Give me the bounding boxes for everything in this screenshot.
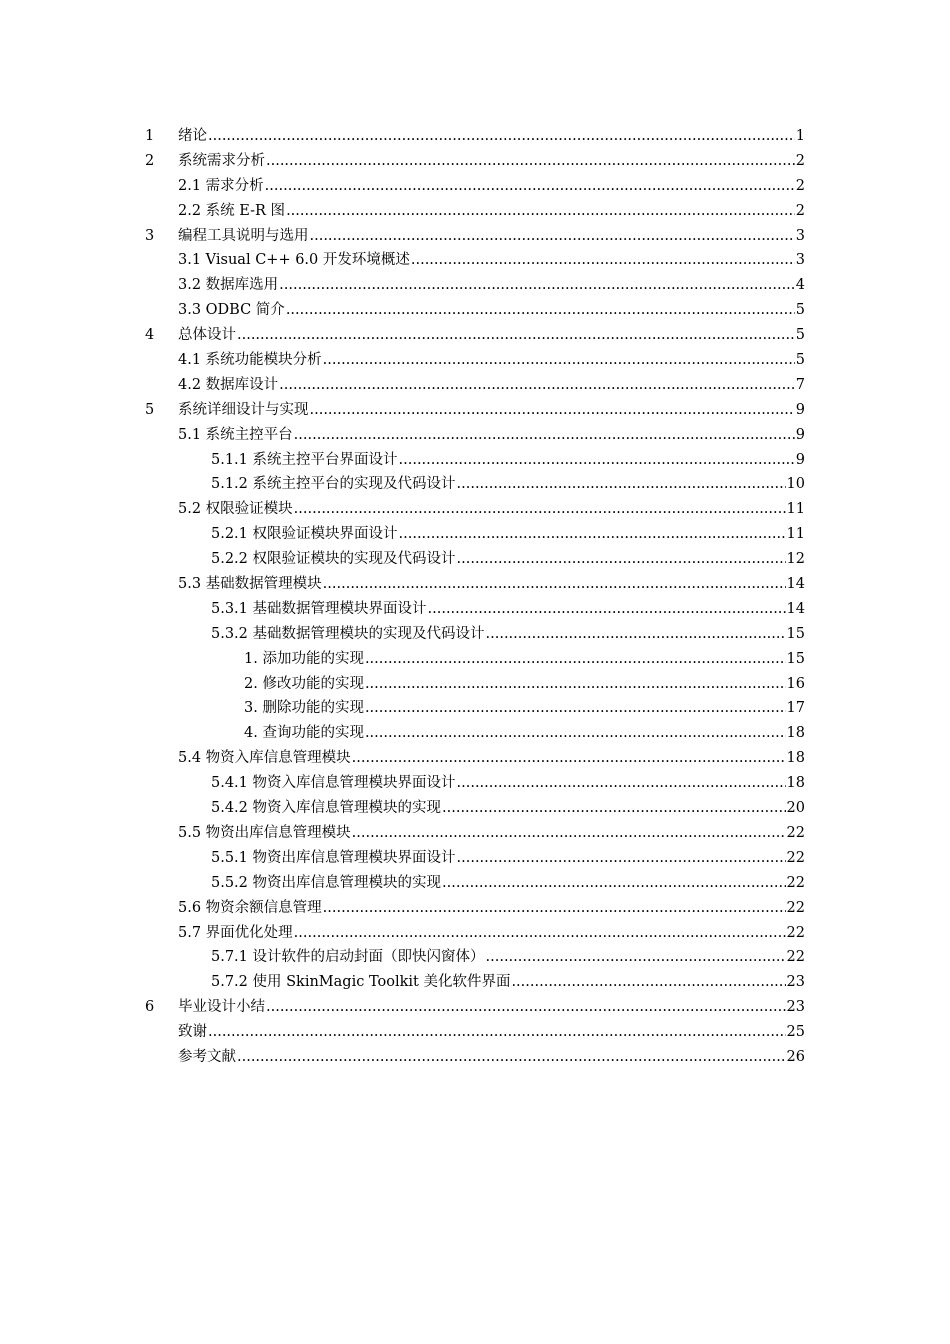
toc-entry[interactable] <box>0 771 950 796</box>
toc-entry-title: 5.3.2 基础数据管理模块的实现及代码设计 <box>211 625 485 642</box>
toc-entry-line <box>178 224 805 249</box>
toc-page-number: 22 <box>786 924 805 941</box>
toc-entry-line <box>178 572 805 597</box>
toc-page-number: 11 <box>786 501 805 518</box>
toc-entry-title: 毕业设计小结 <box>178 999 265 1016</box>
toc-entry[interactable] <box>0 921 950 946</box>
toc-dot-leader <box>365 721 786 746</box>
toc-dot-leader <box>442 796 786 821</box>
toc-dot-leader <box>266 995 786 1020</box>
toc-entry[interactable] <box>0 248 950 273</box>
toc-entry-title: 5.3.1 基础数据管理模块界面设计 <box>211 600 427 617</box>
toc-entry[interactable] <box>0 448 950 473</box>
toc-entry-title: 5.7.1 设计软件的启动封面（即快闪窗体） <box>211 949 485 966</box>
toc-entry[interactable] <box>0 273 950 298</box>
toc-chapter-number: 5 <box>145 401 155 418</box>
toc-entry[interactable] <box>0 647 950 672</box>
toc-page-number: 23 <box>786 974 805 991</box>
toc-entry-title: 5.2.1 权限验证模块界面设计 <box>211 526 398 543</box>
toc-entry-line <box>211 472 805 497</box>
toc-page-number: 14 <box>786 600 805 617</box>
toc-page-number: 9 <box>795 426 805 443</box>
toc-entry[interactable] <box>0 871 950 896</box>
toc-page-number: 22 <box>786 874 805 891</box>
toc-entry[interactable] <box>0 1020 950 1045</box>
toc-entry-line <box>178 921 805 946</box>
toc-page-number: 3 <box>795 227 805 244</box>
toc-entry-line <box>178 1045 805 1070</box>
toc-entry-line <box>178 995 805 1020</box>
toc-entry-line <box>211 622 805 647</box>
toc-page-number: 15 <box>786 650 805 667</box>
toc-entry[interactable] <box>0 672 950 697</box>
toc-entry[interactable] <box>0 746 950 771</box>
toc-entry-title: 5.1 系统主控平台 <box>178 426 293 443</box>
toc-chapter-number: 4 <box>145 327 155 344</box>
toc-entry-title: 5.5.1 物资出库信息管理模块界面设计 <box>211 849 456 866</box>
toc-entry-title: 5.1.2 系统主控平台的实现及代码设计 <box>211 476 456 493</box>
toc-dot-leader <box>457 472 786 497</box>
toc-entry-line <box>178 746 805 771</box>
toc-entry-line <box>178 323 805 348</box>
toc-entry-line <box>178 1020 805 1045</box>
toc-dot-leader <box>365 647 786 672</box>
toc-dot-leader <box>323 572 786 597</box>
toc-entry-title: 5.6 物资余额信息管理 <box>178 899 322 916</box>
toc-entry-title: 绪论 <box>178 128 207 144</box>
toc-entry-title: 系统详细设计与实现 <box>178 401 309 418</box>
toc-entry[interactable] <box>0 224 950 249</box>
toc-dot-leader <box>511 970 785 995</box>
toc-dot-leader <box>237 1045 786 1070</box>
toc-page-number: 22 <box>786 824 805 841</box>
toc-dot-leader <box>399 448 795 473</box>
toc-entry[interactable] <box>0 846 950 871</box>
toc-entry-title: 1. 添加功能的实现 <box>244 650 364 667</box>
toc-entry-line <box>211 771 805 796</box>
toc-page-number: 18 <box>786 725 805 742</box>
toc-dot-leader <box>457 547 786 572</box>
toc-entry[interactable] <box>0 1045 950 1070</box>
toc-page-number: 5 <box>795 302 805 319</box>
toc-entry-title: 总体设计 <box>178 327 236 344</box>
toc-entry-line <box>211 448 805 473</box>
toc-entry-line <box>178 373 805 398</box>
toc-entry[interactable] <box>0 149 950 174</box>
toc-page-number: 18 <box>786 750 805 767</box>
toc-dot-leader <box>310 398 795 423</box>
toc-entry-line <box>211 846 805 871</box>
toc-entry-line <box>178 298 805 323</box>
toc-entry-line <box>244 696 805 721</box>
toc-dot-leader <box>365 696 786 721</box>
toc-page-number: 18 <box>786 775 805 792</box>
toc-page-number: 25 <box>786 1024 805 1041</box>
toc-chapter-number: 1 <box>145 128 155 144</box>
toc-dot-leader <box>279 373 795 398</box>
toc-entry-line <box>211 796 805 821</box>
toc-entry[interactable] <box>0 796 950 821</box>
toc-entry-title: 系统需求分析 <box>178 152 265 169</box>
toc-page-number: 9 <box>795 401 805 418</box>
toc-entry-title: 4. 查询功能的实现 <box>244 725 364 742</box>
toc-page-number: 22 <box>786 849 805 866</box>
toc-entry[interactable] <box>0 199 950 224</box>
toc-entry-line <box>178 199 805 224</box>
toc-dot-leader <box>457 846 786 871</box>
toc-entry[interactable] <box>0 398 950 423</box>
toc-entry-line <box>178 398 805 423</box>
toc-chapter-number: 6 <box>145 999 155 1016</box>
toc-dot-leader <box>265 174 795 199</box>
toc-entry-line <box>178 348 805 373</box>
toc-entry[interactable] <box>0 696 950 721</box>
toc-entry-line <box>211 970 805 995</box>
toc-entry-title: 5.4 物资入库信息管理模块 <box>178 750 351 767</box>
toc-dot-leader <box>294 921 786 946</box>
toc-entry-title: 5.4.1 物资入库信息管理模块界面设计 <box>211 775 456 792</box>
toc-dot-leader <box>352 746 786 771</box>
toc-page-number: 23 <box>786 999 805 1016</box>
toc-entry[interactable] <box>0 174 950 199</box>
toc-entry-title: 致谢 <box>178 1024 207 1041</box>
toc-page-number: 1 <box>795 128 805 144</box>
toc-entry[interactable] <box>0 945 950 970</box>
toc-entry-line <box>178 821 805 846</box>
toc-entry-title: 2.1 需求分析 <box>178 177 264 194</box>
toc-entry-line <box>211 871 805 896</box>
toc-entry[interactable] <box>0 124 950 149</box>
toc-entry-title: 5.7.2 使用 SkinMagic Toolkit 美化软件界面 <box>211 974 511 991</box>
toc-entry-line <box>178 149 805 174</box>
toc-entry[interactable] <box>0 572 950 597</box>
toc-entry[interactable] <box>0 995 950 1020</box>
toc-entry-title: 参考文献 <box>178 1048 236 1065</box>
toc-dot-leader <box>352 821 786 846</box>
toc-page-number: 2 <box>795 177 805 194</box>
toc-entry[interactable] <box>0 298 950 323</box>
toc-dot-leader <box>237 323 795 348</box>
toc-dot-leader <box>294 423 795 448</box>
toc-page-number: 10 <box>786 476 805 493</box>
toc-dot-leader <box>323 896 786 921</box>
toc-entry[interactable] <box>0 547 950 572</box>
toc-page-number: 15 <box>786 625 805 642</box>
toc-entry-title: 2. 修改功能的实现 <box>244 675 364 692</box>
toc-entry-title: 4.1 系统功能模块分析 <box>178 352 322 369</box>
toc-entry[interactable] <box>0 597 950 622</box>
toc-page-number: 16 <box>786 675 805 692</box>
toc-entry[interactable] <box>0 896 950 921</box>
toc-entry[interactable] <box>0 472 950 497</box>
toc-page-number: 5 <box>795 352 805 369</box>
toc-entry-line <box>178 423 805 448</box>
toc-dot-leader <box>457 771 786 796</box>
toc-dot-leader <box>486 622 786 647</box>
toc-page-number: 22 <box>786 949 805 966</box>
toc-dot-leader <box>399 522 786 547</box>
toc-entry-line <box>211 547 805 572</box>
toc-dot-leader <box>208 124 795 149</box>
toc-page-number: 20 <box>786 800 805 817</box>
toc-dot-leader <box>323 348 795 373</box>
toc-entry-line <box>178 497 805 522</box>
toc-entry-title: 2.2 系统 E-R 图 <box>178 202 286 219</box>
toc-chapter-number: 2 <box>145 152 155 169</box>
toc-entry-title: 5.5 物资出库信息管理模块 <box>178 824 351 841</box>
toc-entry[interactable] <box>0 373 950 398</box>
toc-page-number: 11 <box>786 526 805 543</box>
toc-entry-title: 5.5.2 物资出库信息管理模块的实现 <box>211 874 442 891</box>
toc-entry-line <box>178 248 805 273</box>
toc-entry-line <box>211 945 805 970</box>
toc-dot-leader <box>365 672 786 697</box>
toc-page-number: 26 <box>786 1048 805 1065</box>
toc-dot-leader <box>279 273 795 298</box>
toc-entry[interactable] <box>0 522 950 547</box>
toc-entry-line <box>211 522 805 547</box>
toc-entry-title: 3.1 Visual C++ 6.0 开发环境概述 <box>178 252 410 269</box>
toc-page-number: 2 <box>795 202 805 219</box>
toc-dot-leader <box>428 597 786 622</box>
toc-page-number: 4 <box>795 277 805 294</box>
toc-dot-leader <box>442 871 786 896</box>
toc-page-number: 12 <box>786 551 805 568</box>
toc-entry-title: 5.1.1 系统主控平台界面设计 <box>211 451 398 468</box>
toc-page-number: 7 <box>795 376 805 393</box>
toc-entry[interactable] <box>0 821 950 846</box>
toc-page-number: 9 <box>795 451 805 468</box>
toc-entry[interactable] <box>0 622 950 647</box>
toc-entry-title: 5.4.2 物资入库信息管理模块的实现 <box>211 800 442 817</box>
toc-page-number: 17 <box>786 700 805 717</box>
toc-entry-title: 3. 删除功能的实现 <box>244 700 364 717</box>
toc-chapter-number: 3 <box>145 227 155 244</box>
toc-dot-leader <box>208 1020 786 1045</box>
toc-entry[interactable] <box>0 423 950 448</box>
toc-entry-title: 3.2 数据库选用 <box>178 277 279 294</box>
toc-entry-title: 3.3 ODBC 简介 <box>178 302 285 319</box>
toc-entry-line <box>178 273 805 298</box>
toc-dot-leader <box>486 945 786 970</box>
toc-entry-line <box>211 597 805 622</box>
toc-page-number: 3 <box>795 252 805 269</box>
toc-entry-line <box>244 672 805 697</box>
toc-entry[interactable] <box>0 348 950 373</box>
toc-entry[interactable] <box>0 721 950 746</box>
toc-page-number: 5 <box>795 327 805 344</box>
toc-entry-title: 4.2 数据库设计 <box>178 376 279 393</box>
toc-dot-leader <box>286 298 795 323</box>
toc-entry-title: 5.3 基础数据管理模块 <box>178 576 322 593</box>
toc-dot-leader <box>310 224 795 249</box>
toc-entry-title: 5.7 界面优化处理 <box>178 924 293 941</box>
toc-entry[interactable] <box>0 323 950 348</box>
toc-page-number: 22 <box>786 899 805 916</box>
toc-page-number: 14 <box>786 576 805 593</box>
toc-entry-title: 编程工具说明与选用 <box>178 227 309 244</box>
toc-entry-line <box>178 124 805 149</box>
toc-entry-line <box>178 896 805 921</box>
toc-dot-leader <box>266 149 795 174</box>
toc-dot-leader <box>286 199 795 224</box>
toc-entry[interactable] <box>0 970 950 995</box>
toc-page-number: 2 <box>795 152 805 169</box>
toc-entry-line <box>178 174 805 199</box>
toc-entry-title: 5.2 权限验证模块 <box>178 501 293 518</box>
toc-dot-leader <box>294 497 786 522</box>
toc-entry-line <box>244 721 805 746</box>
toc-entry[interactable] <box>0 497 950 522</box>
toc-entry-line <box>244 647 805 672</box>
toc-dot-leader <box>411 248 795 273</box>
table-of-contents <box>0 124 950 1070</box>
toc-entry-title: 5.2.2 权限验证模块的实现及代码设计 <box>211 551 456 568</box>
